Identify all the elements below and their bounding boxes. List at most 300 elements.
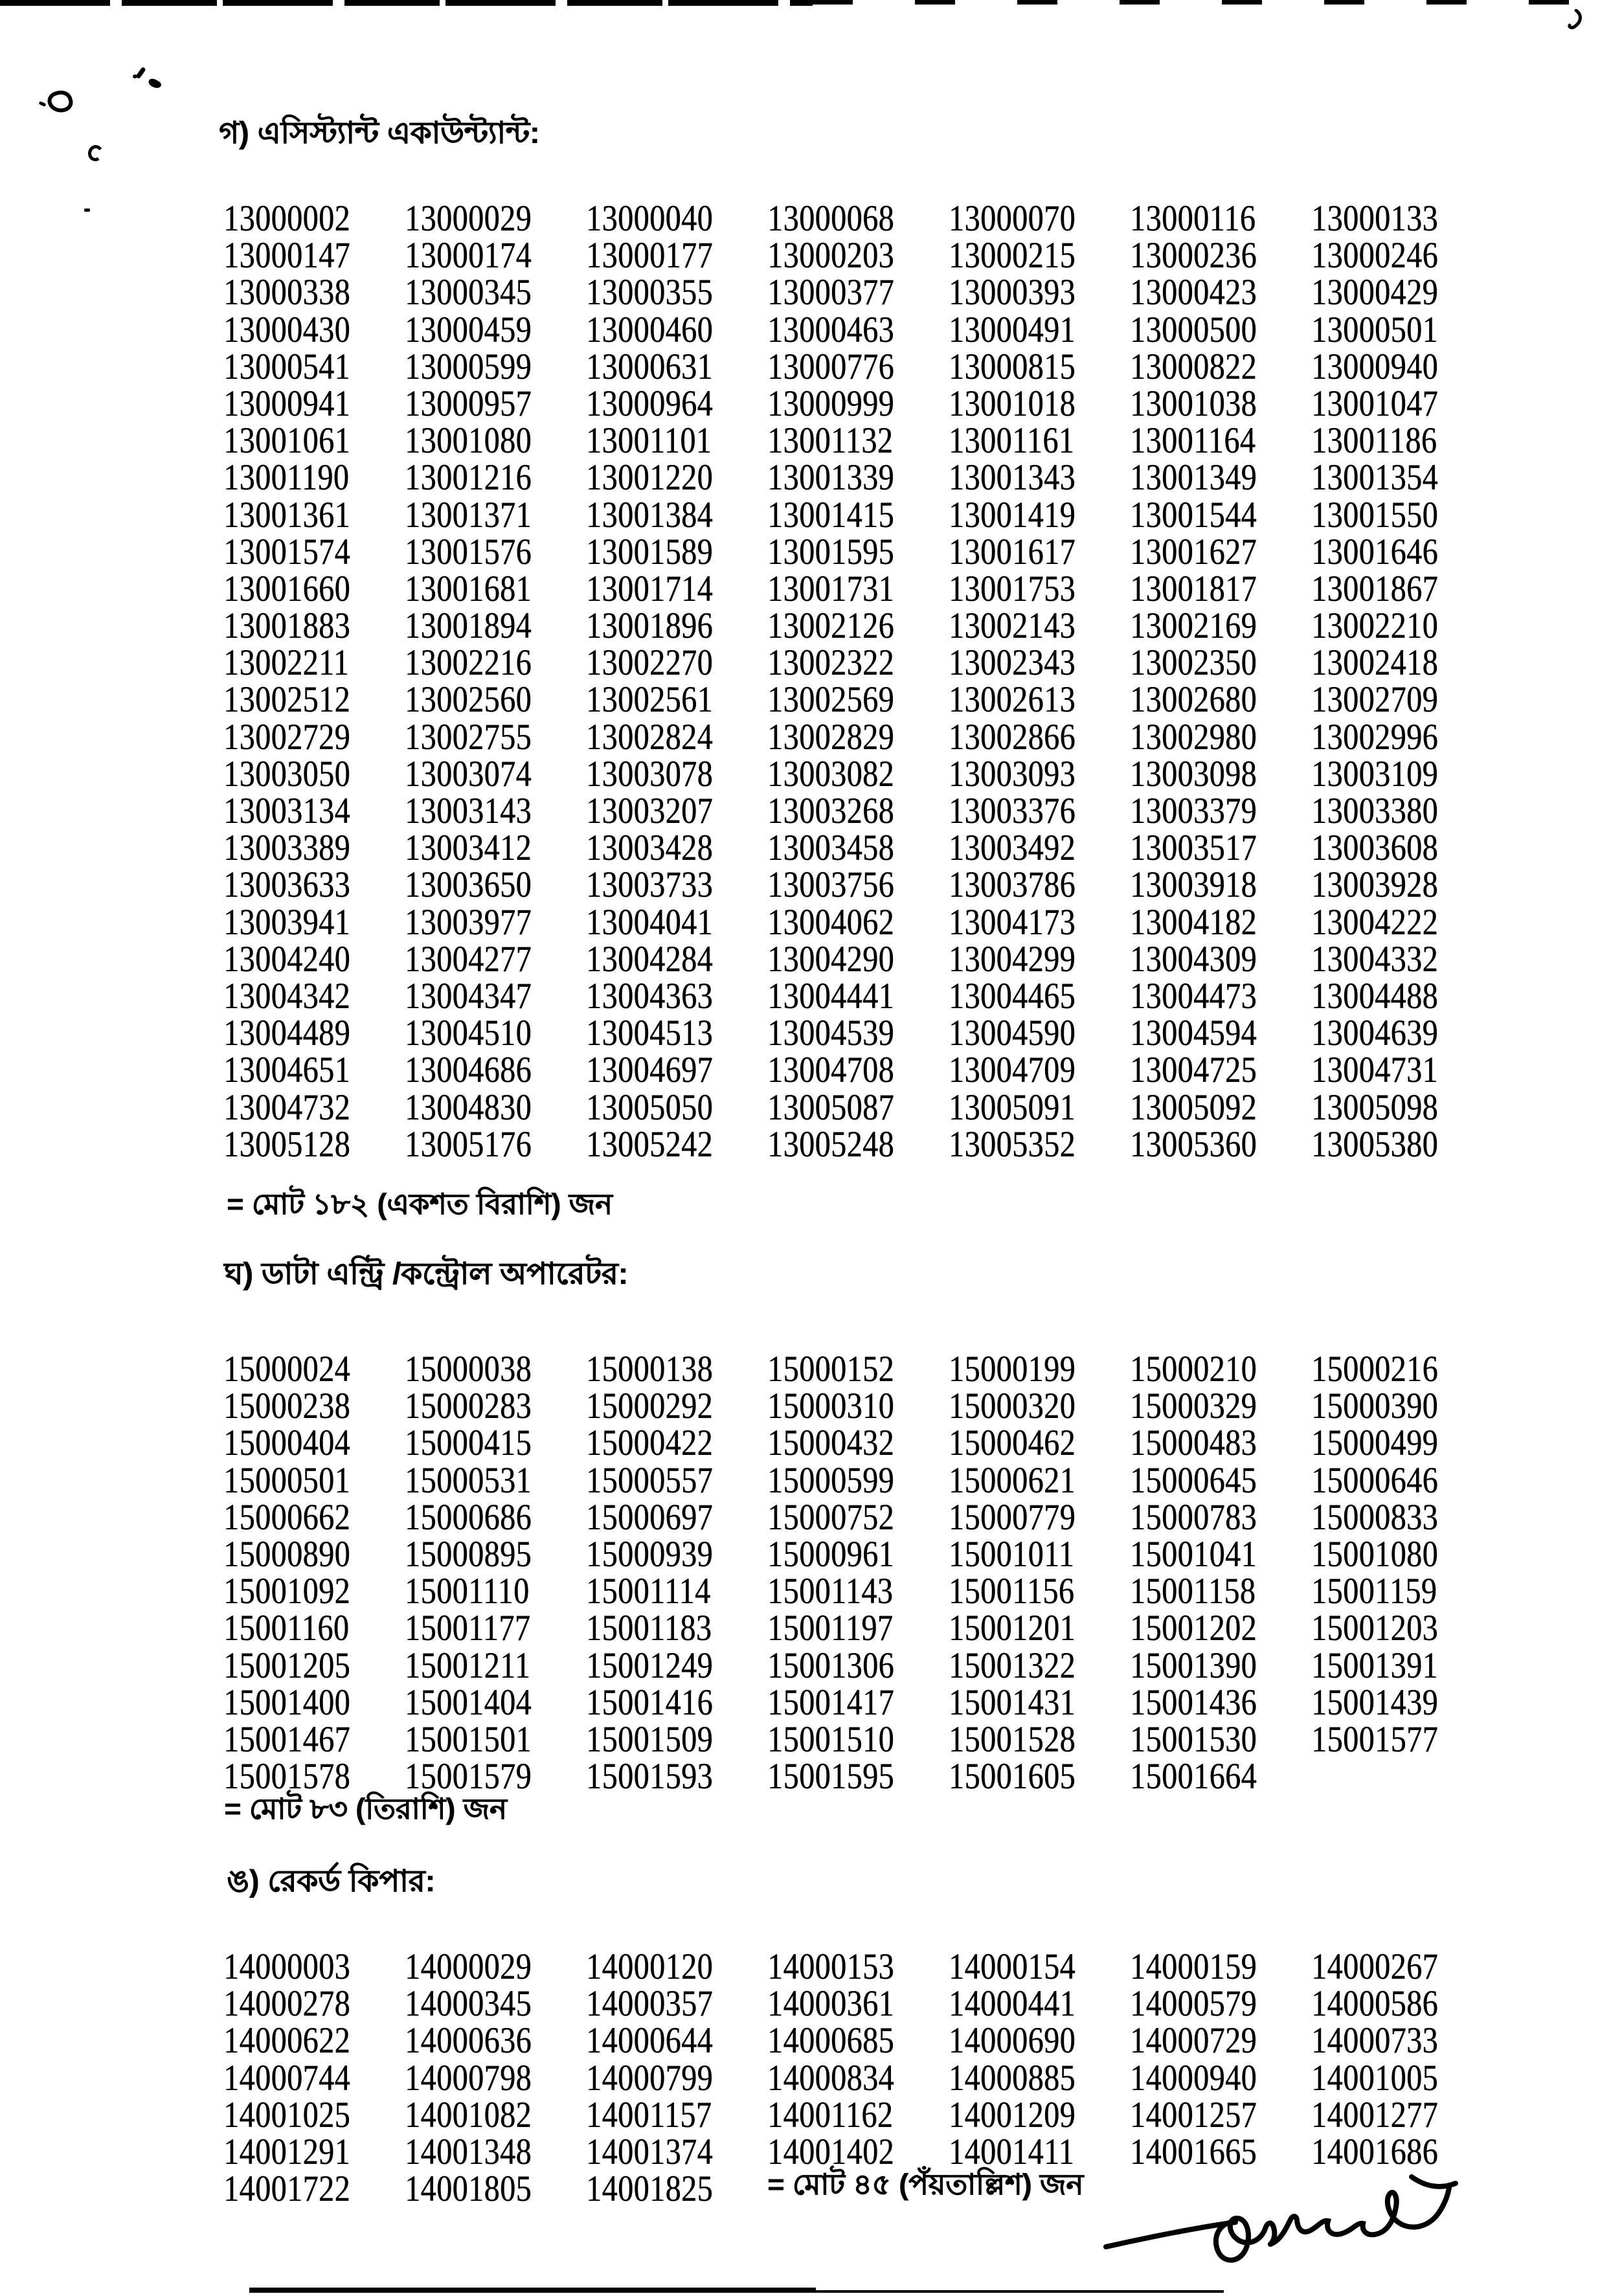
roll-number: 13000541 (223, 346, 350, 387)
roll-number: 15001160 (223, 1607, 350, 1649)
roll-number: 15000415 (405, 1422, 532, 1464)
roll-number: 13001361 (223, 493, 350, 535)
roll-number: 13004732 (223, 1086, 350, 1128)
roll-number: 13002866 (949, 716, 1076, 758)
roll-number: 13001186 (1311, 420, 1437, 462)
roll-number: 14001805 (405, 2168, 532, 2210)
roll-number: 13003093 (949, 753, 1076, 794)
roll-number: 13004332 (1311, 938, 1438, 980)
roll-number: 15000462 (949, 1422, 1076, 1464)
roll-number: 14001825 (586, 2168, 713, 2210)
roll-number: 13001216 (405, 456, 532, 499)
roll-number: 13004590 (949, 1012, 1076, 1054)
scan-top-edge-artifact (813, 0, 1611, 5)
roll-number: 14000153 (767, 1946, 894, 1987)
roll-number: 13002680 (1130, 679, 1257, 721)
roll-number: 13004182 (1130, 901, 1257, 943)
roll-number: 13004731 (1311, 1049, 1438, 1091)
ink-mark (84, 208, 90, 212)
ink-mark (135, 67, 146, 80)
roll-number: 15001509 (586, 1718, 713, 1760)
roll-number: 13001544 (1130, 493, 1257, 535)
roll-number: 13003492 (949, 827, 1076, 869)
roll-number: 13000940 (1311, 346, 1438, 387)
roll-number: 13004277 (405, 938, 532, 980)
roll-number: 13000429 (1311, 271, 1438, 313)
roll-number: 14001005 (1311, 2056, 1438, 2099)
roll-number: 15000557 (586, 1459, 713, 1501)
roll-number: 13001101 (586, 420, 712, 462)
roll-number: 15001110 (405, 1570, 530, 1612)
roll-number: 13003458 (767, 827, 894, 869)
roll-number: 13000215 (949, 234, 1076, 276)
roll-number: 13000040 (586, 197, 713, 239)
signature-scribble (1101, 2168, 1541, 2278)
roll-number: 13002216 (405, 642, 532, 684)
roll-number: 13000177 (586, 234, 713, 276)
roll-number: 13004651 (223, 1049, 350, 1091)
roll-number: 13003376 (949, 790, 1076, 831)
roll-number: 13001896 (586, 605, 713, 647)
roll-number: 15000646 (1311, 1459, 1438, 1501)
roll-number: 13001681 (405, 568, 532, 609)
roll-number: 13003941 (223, 901, 350, 943)
roll-number: 13002996 (1311, 716, 1438, 758)
roll-number: 15001203 (1311, 1607, 1438, 1649)
roll-number: 15001595 (767, 1755, 894, 1797)
roll-number: 15000752 (767, 1496, 894, 1538)
roll-number: 14001411 (949, 2131, 1075, 2172)
roll-number: 13000203 (767, 234, 894, 276)
roll-number: 13004062 (767, 901, 894, 943)
roll-number: 13000246 (1311, 234, 1438, 276)
roll-number: 13001595 (767, 531, 894, 572)
roll-number: 14000622 (223, 2020, 350, 2062)
roll-number: 13004441 (767, 975, 894, 1017)
roll-number: 13000338 (223, 271, 350, 313)
section-c-total: = মোট ১৮২ (একশত বিরাশি) জন (227, 1187, 613, 1221)
roll-number: 15000292 (586, 1385, 713, 1427)
roll-number: 13000501 (1311, 308, 1438, 350)
roll-number: 15001501 (405, 1718, 532, 1760)
roll-number: 13005360 (1130, 1123, 1257, 1165)
section-c-heading: গ) এসিস্ট্যান্ট একাউন্ট্যান্ট: (219, 115, 540, 150)
roll-number: 15001417 (767, 1682, 894, 1723)
roll-number: 13001061 (223, 420, 350, 462)
roll-number: 15000320 (949, 1385, 1076, 1427)
roll-number: 15001080 (1311, 1533, 1438, 1575)
roll-number: 15000501 (223, 1459, 350, 1501)
roll-number: 15001197 (767, 1607, 894, 1649)
roll-number: 13004725 (1130, 1049, 1257, 1091)
roll-number: 15001041 (1130, 1533, 1257, 1575)
roll-number: 15001159 (1311, 1570, 1437, 1612)
roll-number: 13000776 (767, 346, 894, 387)
roll-number: 13000355 (586, 271, 713, 313)
roll-number: 13003207 (586, 790, 713, 831)
roll-number: 15000152 (767, 1348, 894, 1390)
roll-number: 13005176 (405, 1123, 532, 1165)
roll-number: 13001574 (223, 531, 350, 572)
roll-number: 13003389 (223, 827, 350, 869)
roll-number: 13000029 (405, 197, 532, 239)
roll-number: 13000815 (949, 346, 1076, 387)
roll-number: 14000729 (1130, 2020, 1257, 2062)
roll-number: 15000199 (949, 1348, 1076, 1390)
roll-number: 14000154 (949, 1946, 1076, 1987)
roll-number: 15001510 (767, 1718, 894, 1760)
roll-number: 13002211 (223, 642, 350, 684)
roll-number: 13003733 (586, 864, 713, 906)
roll-number: 13001384 (586, 493, 713, 535)
roll-number: 13002709 (1311, 679, 1438, 721)
roll-number: 15000210 (1130, 1348, 1257, 1390)
roll-number: 13004240 (223, 938, 350, 980)
roll-number: 15001202 (1130, 1607, 1257, 1649)
roll-number: 14000361 (767, 1983, 894, 2025)
roll-number: 15000310 (767, 1385, 894, 1427)
roll-number: 14000690 (949, 2020, 1076, 2062)
roll-number: 13001080 (405, 420, 532, 462)
roll-number: 13004513 (586, 1012, 713, 1054)
roll-number: 13001867 (1311, 568, 1438, 609)
roll-number: 14001157 (586, 2094, 712, 2135)
roll-number: 15001431 (949, 1682, 1076, 1723)
roll-number: 14000159 (1130, 1946, 1257, 1987)
roll-number: 13001349 (1130, 456, 1257, 499)
roll-number: 13003428 (586, 827, 713, 869)
roll-number: 14001162 (767, 2094, 894, 2135)
roll-number: 13001627 (1130, 531, 1257, 572)
roll-number: 15000024 (223, 1348, 350, 1390)
roll-number: 13002126 (767, 605, 894, 647)
roll-number: 15000662 (223, 1496, 350, 1538)
ink-mark (38, 101, 46, 107)
roll-number: 14001348 (405, 2131, 532, 2172)
roll-number: 15001143 (767, 1570, 894, 1612)
roll-number: 14001082 (405, 2094, 532, 2135)
roll-number: 13002755 (405, 716, 532, 758)
roll-number: 13004697 (586, 1049, 713, 1091)
roll-number: 13004489 (223, 1012, 350, 1054)
section-e-roll-grid (223, 1944, 1493, 2210)
roll-number: 14001665 (1130, 2131, 1257, 2172)
roll-number: 15001390 (1130, 1644, 1257, 1686)
roll-number: 13004708 (767, 1049, 894, 1091)
roll-number: 15001156 (949, 1570, 1075, 1612)
roll-number: 14001277 (1311, 2094, 1438, 2135)
roll-number: 15001177 (405, 1607, 531, 1649)
roll-number: 13001576 (405, 531, 532, 572)
roll-number: 13003109 (1311, 753, 1438, 794)
roll-number: 13001415 (767, 493, 894, 535)
roll-number: 15000890 (223, 1533, 350, 1575)
roll-number: 13003050 (223, 753, 350, 794)
roll-number: 13004342 (223, 975, 350, 1017)
roll-number: 15001306 (767, 1644, 894, 1686)
roll-number: 13003918 (1130, 864, 1257, 906)
roll-number: 13000174 (405, 234, 532, 276)
roll-number: 13004222 (1311, 901, 1438, 943)
roll-number: 15000621 (949, 1459, 1076, 1501)
roll-number: 13000491 (949, 308, 1076, 350)
section-d-heading: ঘ) ডাটা এন্ট্রি /কন্ট্রোল অপারেটর: (224, 1256, 629, 1290)
section-d-roll-grid (223, 1347, 1493, 1797)
roll-number: 14000744 (223, 2056, 350, 2099)
roll-number: 15001530 (1130, 1718, 1257, 1760)
roll-number: 13000430 (223, 308, 350, 350)
roll-number: 13002560 (405, 679, 532, 721)
roll-number: 13004510 (405, 1012, 532, 1054)
roll-number: 13000957 (405, 383, 532, 424)
roll-number: 14000441 (949, 1983, 1076, 2025)
roll-number: 14001025 (223, 2094, 350, 2135)
roll-number: 15001439 (1311, 1682, 1438, 1723)
roll-number: 13001132 (767, 420, 894, 462)
roll-number: 13002343 (949, 642, 1076, 684)
roll-number: 13001419 (949, 493, 1076, 535)
roll-number: 14000267 (1311, 1946, 1438, 1987)
roll-number: 13000964 (586, 383, 713, 424)
roll-number: 15000329 (1130, 1385, 1257, 1427)
roll-number: 13001018 (949, 383, 1076, 424)
roll-number: 14001374 (586, 2131, 713, 2172)
roll-number: 15001391 (1311, 1644, 1438, 1686)
roll-number: 13000463 (767, 308, 894, 350)
roll-number: 13004594 (1130, 1012, 1257, 1054)
roll-number: 15001528 (949, 1718, 1076, 1760)
roll-number: 13002569 (767, 679, 894, 721)
roll-number: 13002729 (223, 716, 350, 758)
roll-number: 15001011 (949, 1533, 1075, 1575)
roll-number: 15001211 (405, 1644, 531, 1686)
roll-number: 15000686 (405, 1496, 532, 1538)
roll-number: 13004686 (405, 1049, 532, 1091)
roll-number: 13000377 (767, 271, 894, 313)
roll-number: 13001220 (586, 456, 713, 499)
roll-number: 15001436 (1130, 1682, 1257, 1723)
roll-number: 13005091 (949, 1086, 1076, 1128)
roll-number: 13004290 (767, 938, 894, 980)
roll-number: 13001883 (223, 605, 350, 647)
roll-number: 15001404 (405, 1682, 532, 1723)
roll-number: 14000885 (949, 2056, 1076, 2099)
ink-mark (87, 144, 105, 163)
roll-number: 13002512 (223, 679, 350, 721)
roll-number: 14000685 (767, 2020, 894, 2062)
roll-number: 14001686 (1311, 2131, 1438, 2172)
roll-number: 13002169 (1130, 605, 1257, 647)
roll-number: 13004299 (949, 938, 1076, 980)
roll-number: 14000940 (1130, 2056, 1257, 2099)
scan-top-edge-artifact (0, 0, 813, 6)
roll-number: 13002613 (949, 679, 1076, 721)
roll-number: 13003082 (767, 753, 894, 794)
roll-number: 15001416 (586, 1682, 713, 1723)
roll-number: 13000068 (767, 197, 894, 239)
roll-number: 13005092 (1130, 1086, 1257, 1128)
roll-number: 15000238 (223, 1385, 350, 1427)
roll-number: 13004639 (1311, 1012, 1438, 1054)
roll-number: 15000499 (1311, 1422, 1438, 1464)
roll-number: 14000733 (1311, 2020, 1438, 2062)
roll-number: 15000531 (405, 1459, 532, 1501)
roll-number: 15000779 (949, 1496, 1076, 1538)
roll-number: 14001402 (767, 2131, 894, 2172)
roll-number: 14000003 (223, 1946, 350, 1987)
roll-number: 13003650 (405, 864, 532, 906)
roll-number: 13004488 (1311, 975, 1438, 1017)
roll-number: 13001753 (949, 568, 1076, 609)
roll-number: 14000357 (586, 1983, 713, 2025)
roll-number: 14000345 (405, 1983, 532, 2025)
scan-bottom-edge-artifact (815, 2290, 1224, 2293)
roll-number: 13002829 (767, 716, 894, 758)
roll-number: 13003928 (1311, 864, 1438, 906)
roll-number: 13004830 (405, 1086, 532, 1128)
roll-number: 14001722 (223, 2168, 350, 2210)
roll-number: 13000500 (1130, 308, 1257, 350)
roll-number: 13001817 (1130, 568, 1257, 609)
roll-number: 13003074 (405, 753, 532, 794)
roll-number: 15000283 (405, 1385, 532, 1427)
roll-number: 13000999 (767, 383, 894, 424)
roll-number: 13004539 (767, 1012, 894, 1054)
roll-number: 13001161 (949, 420, 1075, 462)
roll-number: 13002418 (1311, 642, 1438, 684)
roll-number: 13001190 (223, 456, 350, 499)
roll-number: 15001605 (949, 1755, 1076, 1797)
roll-number: 13004309 (1130, 938, 1257, 980)
roll-number: 13000599 (405, 346, 532, 387)
roll-number: 13000345 (405, 271, 532, 313)
roll-number: 13005087 (767, 1086, 894, 1128)
roll-number: 13003379 (1130, 790, 1257, 831)
roll-number: 13005128 (223, 1123, 350, 1165)
section-d-total: = মোট ৮৩ (তিরাশি) জন (224, 1792, 507, 1825)
ink-mark (147, 77, 162, 90)
roll-number: 15000390 (1311, 1385, 1438, 1427)
roll-number: 13003268 (767, 790, 894, 831)
roll-number: 14000798 (405, 2056, 532, 2099)
roll-number: 13001589 (586, 531, 713, 572)
roll-number: 14000636 (405, 2020, 532, 2062)
roll-number: 14000278 (223, 1983, 350, 2025)
roll-number: 13001731 (767, 568, 894, 609)
roll-number: 13003412 (405, 827, 532, 869)
roll-number: 13004041 (586, 901, 713, 943)
roll-number: 13002322 (767, 642, 894, 684)
roll-number: 15001322 (949, 1644, 1076, 1686)
roll-number: 13000941 (223, 383, 350, 424)
roll-number: 14000586 (1311, 1983, 1438, 2025)
roll-number: 14000799 (586, 2056, 713, 2099)
roll-number: 13003078 (586, 753, 713, 794)
pen-hook-mark (1566, 9, 1585, 31)
roll-number: 13003380 (1311, 790, 1438, 831)
roll-number: 13005050 (586, 1086, 713, 1128)
roll-number: 13001339 (767, 456, 894, 499)
roll-number: 13004284 (586, 938, 713, 980)
roll-number: 13004173 (949, 901, 1076, 943)
roll-number: 13003786 (949, 864, 1076, 906)
roll-number: 15000404 (223, 1422, 350, 1464)
roll-number: 13003977 (405, 901, 532, 943)
section-e-heading: ঙ) রেকর্ড কিপার: (227, 1863, 436, 1898)
roll-number: 13001550 (1311, 493, 1438, 535)
roll-number: 15001183 (586, 1607, 712, 1649)
ink-mark (45, 88, 75, 116)
roll-number: 15000645 (1130, 1459, 1257, 1501)
roll-number: 13004709 (949, 1049, 1076, 1091)
roll-number: 13001894 (405, 605, 532, 647)
roll-number: 15001114 (586, 1570, 711, 1612)
roll-number: 13001617 (949, 531, 1076, 572)
roll-number: 13003143 (405, 790, 532, 831)
roll-number: 15000783 (1130, 1496, 1257, 1538)
roll-number: 15000697 (586, 1496, 713, 1538)
roll-number: 15001579 (405, 1755, 532, 1797)
roll-number: 15000895 (405, 1533, 532, 1575)
roll-number: 13000070 (949, 197, 1076, 239)
roll-number: 15000483 (1130, 1422, 1257, 1464)
roll-number: 13000133 (1311, 197, 1438, 239)
roll-number: 14001291 (223, 2131, 350, 2172)
roll-number: 13001371 (405, 493, 532, 535)
roll-number: 13003608 (1311, 827, 1438, 869)
scan-bottom-edge-artifact (249, 2288, 816, 2293)
roll-number: 15001201 (949, 1607, 1076, 1649)
roll-number: 13000459 (405, 308, 532, 350)
roll-number: 13000460 (586, 308, 713, 350)
roll-number: 13002561 (586, 679, 713, 721)
roll-number: 15001577 (1311, 1718, 1438, 1760)
roll-number: 15000599 (767, 1459, 894, 1501)
roll-number: 15000216 (1311, 1348, 1438, 1390)
roll-number: 15001593 (586, 1755, 713, 1797)
roll-number: 13003517 (1130, 827, 1257, 869)
roll-number: 13005242 (586, 1123, 713, 1165)
roll-number: 13001047 (1311, 383, 1438, 424)
roll-number: 14000834 (767, 2056, 894, 2099)
roll-number: 13002210 (1311, 605, 1438, 647)
roll-number: 13004473 (1130, 975, 1257, 1017)
roll-number: 15000038 (405, 1348, 532, 1390)
roll-number: 13004363 (586, 975, 713, 1017)
roll-number: 13000393 (949, 271, 1076, 313)
roll-number: 13005248 (767, 1123, 894, 1165)
roll-number: 15001205 (223, 1644, 350, 1686)
roll-number: 15001158 (1130, 1570, 1256, 1612)
roll-number: 14001209 (949, 2094, 1076, 2135)
roll-number: 13000631 (586, 346, 713, 387)
roll-number: 13001660 (223, 568, 350, 609)
roll-number: 13003756 (767, 864, 894, 906)
roll-number: 15000833 (1311, 1496, 1438, 1538)
roll-number: 15001249 (586, 1644, 713, 1686)
roll-number: 15000961 (767, 1533, 894, 1575)
roll-number: 14000644 (586, 2020, 713, 2062)
roll-number: 14000579 (1130, 1983, 1257, 2025)
roll-number: 15001400 (223, 1682, 350, 1723)
roll-number: 15000138 (586, 1348, 713, 1390)
roll-number: 13000423 (1130, 271, 1257, 313)
roll-number: 13000822 (1130, 346, 1257, 387)
roll-number: 13000147 (223, 234, 350, 276)
roll-number: 13001038 (1130, 383, 1257, 424)
roll-number: 13002824 (586, 716, 713, 758)
roll-number: 15000432 (767, 1422, 894, 1464)
